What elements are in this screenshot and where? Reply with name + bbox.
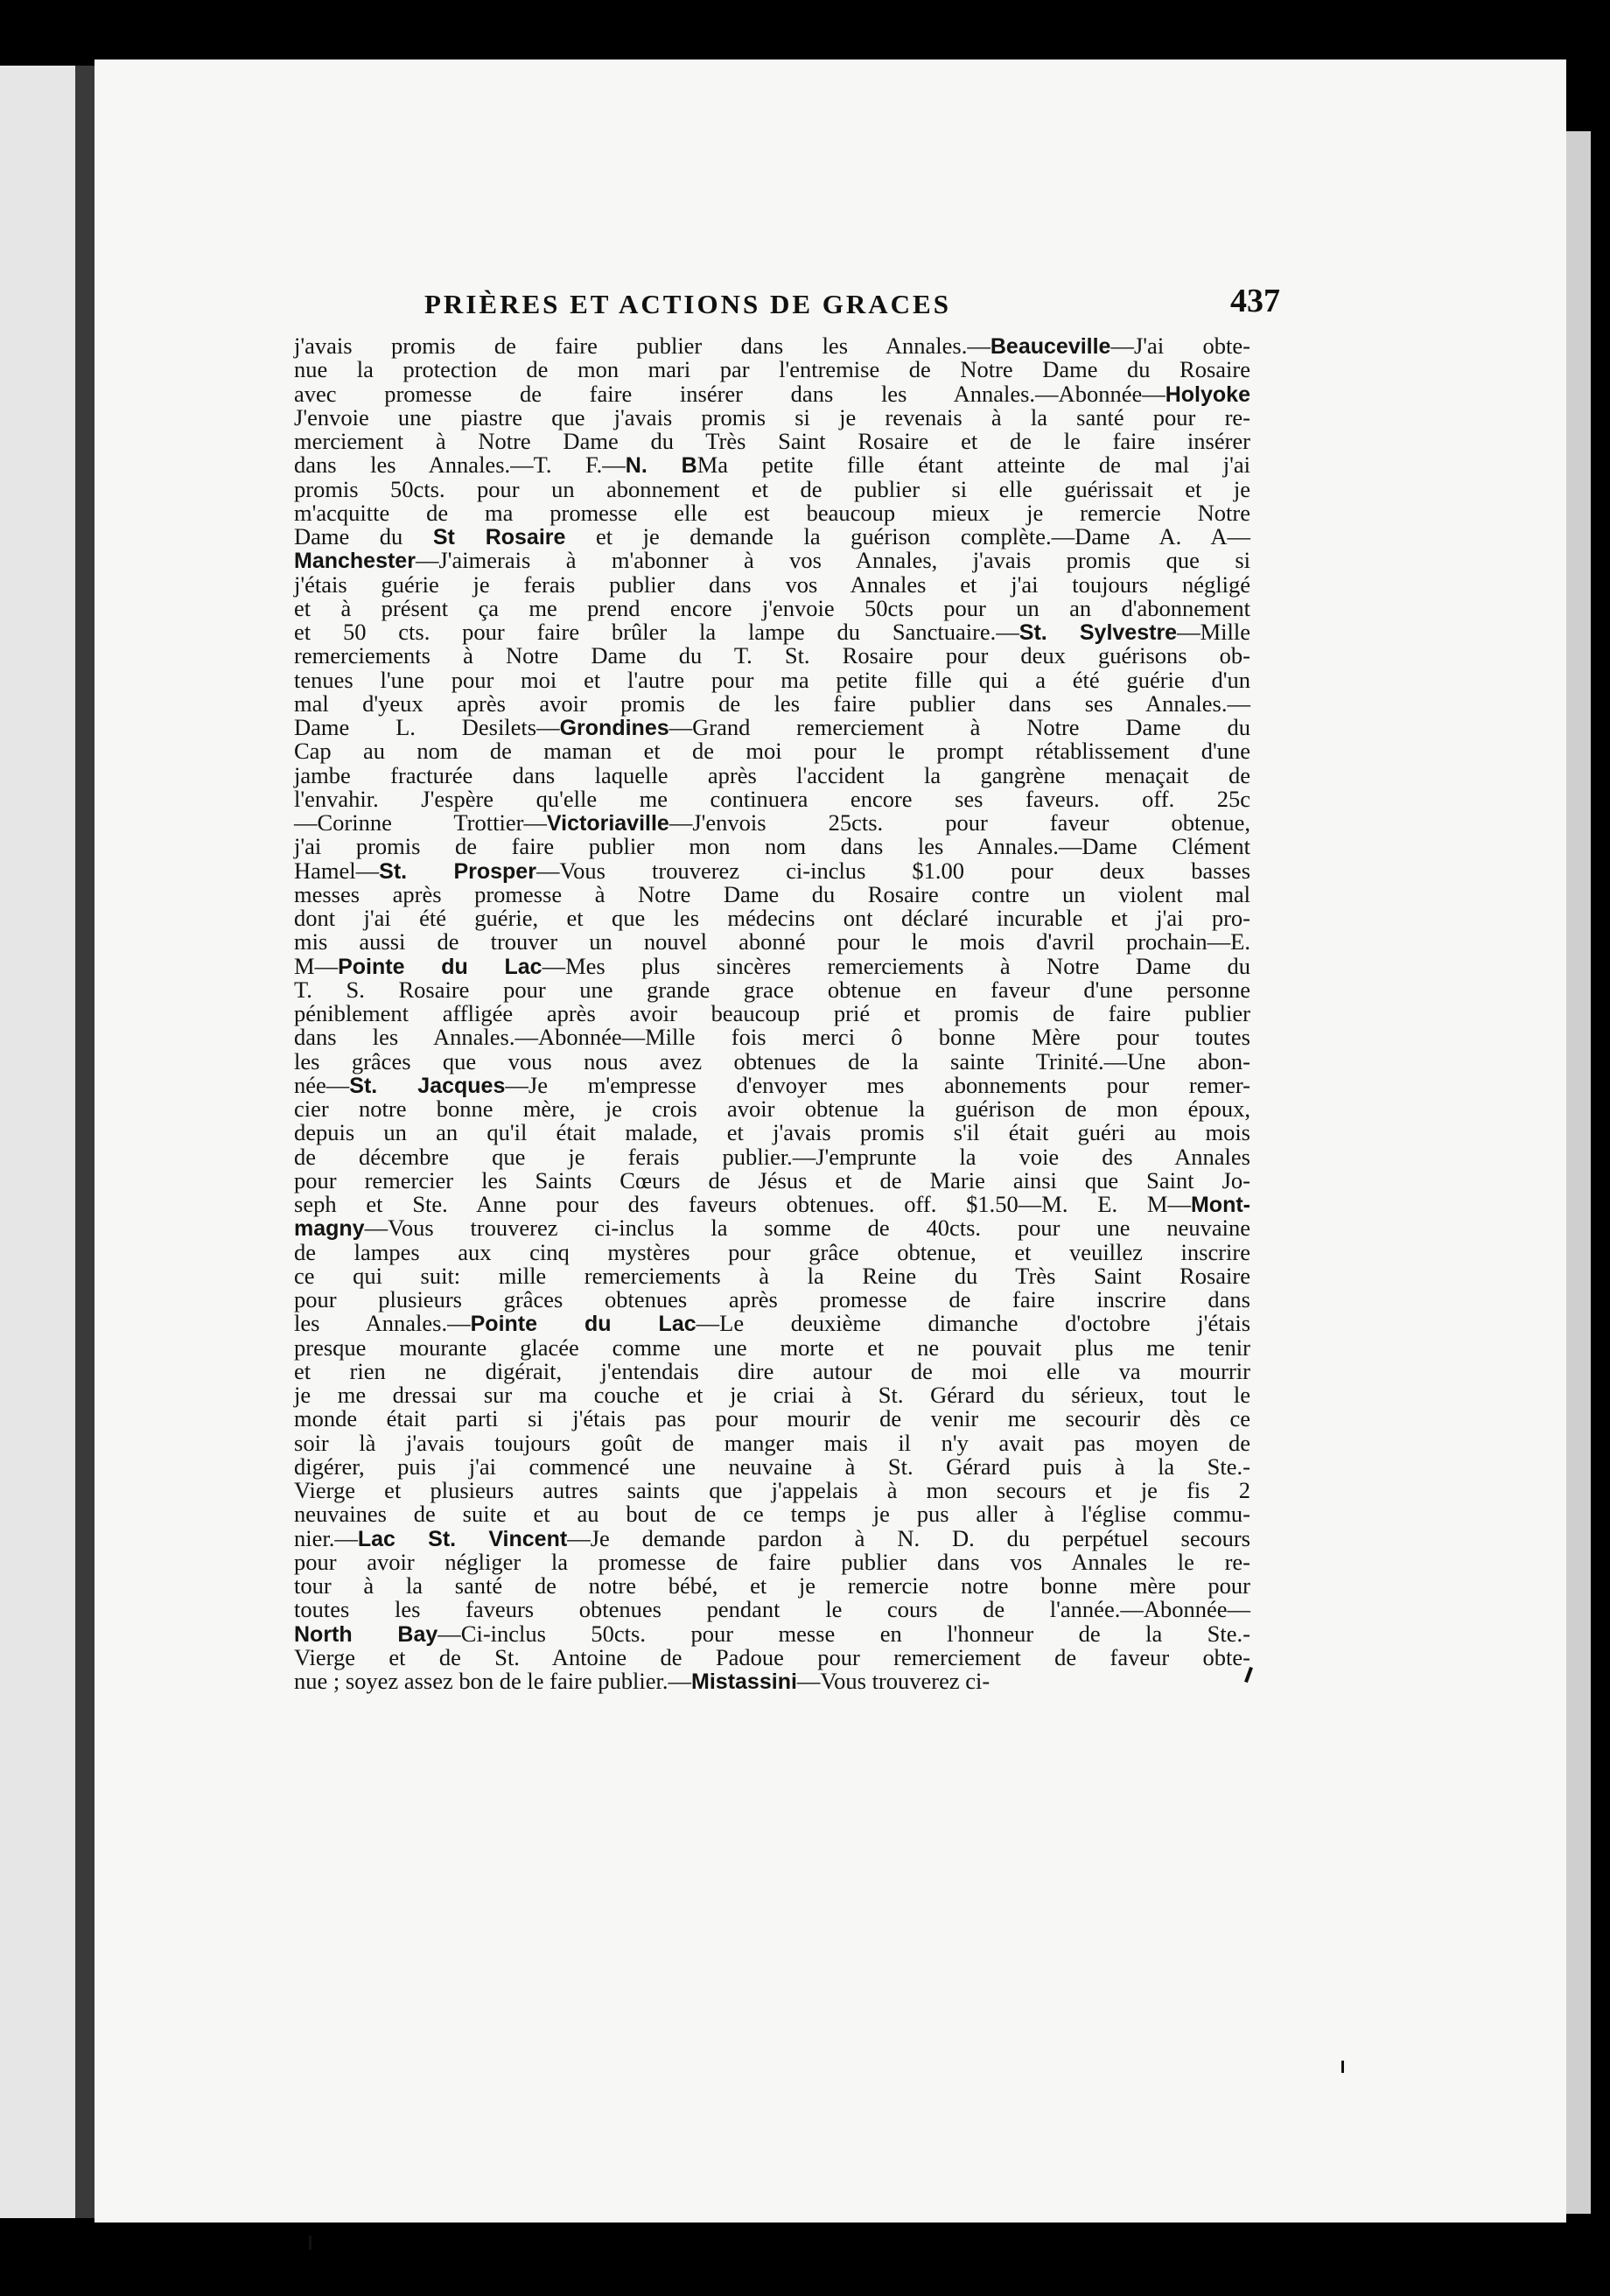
text-run: les Annales.—: [294, 1310, 471, 1337]
text-run: remerciements à Notre Dame du T. St. Rosaire pour deux guérisons ob-: [294, 642, 1250, 669]
text-line: [294, 785, 1250, 812]
text-line: [294, 549, 1250, 572]
text-run: —Mes plus sincères remerciements à Notre Dame du: [542, 952, 1251, 979]
text-line: [294, 1071, 1251, 1098]
text-run: dont j'ai été guérie, et que les médecins ont déclaré incurable et j'ai pro-: [294, 905, 1250, 931]
text-run: —Corinne Trottier—: [294, 809, 547, 836]
page-number: 437: [1230, 283, 1280, 319]
text-run: —J'aimerais à m'abonner à vos Annales, j'avais promis que si: [415, 547, 1250, 574]
scan-speck: [1341, 2061, 1344, 2073]
text-line: [294, 620, 1250, 644]
text-run: depuis un an qu'il était malade, et j'avais promis s'il était guéri au mois: [294, 1119, 1250, 1146]
text-line: [294, 1145, 1250, 1169]
text-line: [294, 1216, 1250, 1240]
text-run: mis aussi de trouver un nouvel abonné pour le mois d'avril prochain—E.: [294, 928, 1250, 956]
place-name: Manchester: [294, 549, 416, 574]
text-run: pour avoir négliger la promesse de faire publier dans vos Annales le re-: [294, 1548, 1250, 1575]
text-run: ce qui suit: mille remerciements à la Reine du Très Saint Rosaire: [294, 1262, 1250, 1289]
place-name: St. Jacques: [349, 1073, 506, 1098]
text-line: [294, 952, 1251, 979]
book-gutter: [75, 66, 94, 2218]
place-name: St. Prosper: [379, 858, 536, 884]
text-line: [294, 906, 1250, 930]
text-run: et à présent ça me prend encore j'envoie 50cts pour un an d'abonnement: [294, 594, 1250, 621]
text-run: et 50 cts. pour faire brûler la lampe du Sanctuaire.—: [294, 619, 1019, 645]
text-run: —Vous trouverez ci-: [796, 1668, 990, 1694]
place-name: Victoriaville: [546, 811, 669, 836]
text-run: m'acquitte de ma promesse elle est beaucoup mieux je remercie Notre: [294, 499, 1250, 526]
text-line: [294, 880, 1250, 907]
text-line: [294, 525, 1250, 549]
text-run: nue ; soyez assez bon de le faire publier.—: [294, 1668, 692, 1694]
text-line: [294, 1598, 1250, 1621]
text-run: —Ci-inclus 50cts. pour messe en l'honneur de la Ste.-: [438, 1620, 1250, 1647]
text-line: [294, 1047, 1250, 1074]
text-line: [294, 930, 1250, 954]
text-run: l'envahir. J'espère qu'elle me continuera encore ses faveurs. off. 25c: [294, 785, 1250, 812]
text-line: [294, 1479, 1250, 1502]
text-run: j'étais guérie je ferais publier dans vos Annales et j'ai toujours négligé: [294, 570, 1250, 598]
text-line: [294, 1407, 1250, 1431]
text-line: [294, 1357, 1250, 1384]
text-run: dans les Annales.—T. F.—: [294, 452, 626, 479]
text-line: [294, 668, 1250, 692]
text-line: [294, 1336, 1250, 1360]
text-run: soir là j'avais toujours goût de manger mais il n'y avait pas moyen de: [294, 1429, 1250, 1456]
text-line: [294, 1166, 1250, 1194]
place-name: Beauceville: [990, 334, 1111, 359]
text-line: [294, 835, 1250, 858]
text-line: [294, 594, 1250, 621]
text-line: [294, 475, 1250, 502]
text-run: tour à la santé de notre bébé, et je remercie notre bonne mère pour: [294, 1572, 1250, 1599]
place-name: Pointe du Lac: [338, 954, 542, 979]
text-line: [294, 1026, 1250, 1049]
text-line: [294, 453, 1250, 477]
text-line: [294, 1312, 1250, 1335]
text-line: [294, 1383, 1250, 1407]
text-run: —Le deuxième dimanche d'octobre j'étais: [696, 1310, 1251, 1337]
page-header: [424, 282, 1280, 320]
text-run: Hamel—: [294, 857, 380, 884]
text-run: et rien ne digérait, j'entendais dire autour de moi elle va mourrir: [294, 1357, 1250, 1384]
place-name: Mistassini: [691, 1670, 797, 1694]
text-run: j'ai promis de faire publier mon nom dans les Annales.—Dame Clément: [294, 833, 1250, 860]
text-line: [294, 358, 1250, 382]
text-line: [294, 1643, 1250, 1670]
text-run: Dame du: [294, 523, 433, 550]
text-line: [294, 1502, 1250, 1526]
text-run: et je demande la guérison complète.—Dame A. A—: [565, 523, 1250, 550]
text-run: Ma petite fille étant atteinte de mal j'ai: [696, 452, 1250, 479]
text-line: [294, 501, 1250, 525]
text-run: je me dressai sur ma couche et je criai à St. Gérard du sérieux, tout le: [294, 1382, 1250, 1408]
place-name: North Bay: [294, 1621, 438, 1647]
text-line: [294, 430, 1250, 453]
text-run: mal d'yeux après avoir promis de les faire publier dans ses Annales.—: [294, 690, 1250, 717]
text-line: [294, 644, 1250, 668]
text-line: [294, 1121, 1250, 1144]
text-run: —Vous trouverez ci-inclus $1.00 pour deux basses: [536, 857, 1251, 884]
text-run: de décembre que je ferais publier.—J'emprunte la voie des Annales: [294, 1143, 1250, 1170]
text-line: [294, 1429, 1250, 1456]
text-run: —Je m'empresse d'envoyer mes abonnements pour remer-: [505, 1071, 1251, 1098]
text-line: [294, 1238, 1250, 1265]
place-name: Grondines: [559, 716, 669, 740]
text-run: pour remercier les Saints Cœurs de Jésus et de Marie ainsi que Saint Jo-: [294, 1166, 1250, 1194]
text-line: [294, 1288, 1250, 1312]
text-run: de lampes aux cinq mystères pour grâce obtenue, et veuillez inscrire: [294, 1238, 1250, 1265]
text-line: [294, 811, 1250, 835]
place-name: Mont-: [1190, 1193, 1250, 1217]
text-run: digérer, puis j'ai commencé une neuvaine à St. Gérard puis à la Ste.-: [294, 1452, 1250, 1480]
text-line: [294, 382, 1250, 406]
text-run: Vierge et plusieurs autres saints que j'appelais à mon secours et je fis 2: [294, 1477, 1250, 1503]
text-line: [294, 1574, 1250, 1598]
text-run: jambe fracturée dans laquelle après l'accident la gangrène menaçait de: [294, 761, 1250, 788]
text-line: [294, 1622, 1250, 1646]
text-run: dans les Annales.—Abonnée—Mille fois merci ô bonne Mère pour toutes: [294, 1024, 1250, 1051]
text-run: —Je demande pardon à N. D. du perpétuel secours: [567, 1524, 1250, 1551]
text-line: [294, 739, 1250, 763]
place-name: St Rosaire: [432, 525, 566, 550]
place-name: magny: [294, 1216, 365, 1242]
place-name: Lac St. Vincent: [357, 1526, 568, 1551]
text-run: promis 50cts. pour un abonnement et de publier si elle guérissait et je: [294, 475, 1250, 502]
scan-speck: [309, 2236, 312, 2250]
text-run: Dame L. Desilets—: [294, 714, 560, 740]
text-line: [294, 692, 1250, 716]
text-line: [294, 1550, 1250, 1574]
text-run: —Grand remerciement à Notre Dame du: [668, 714, 1250, 740]
running-title: PRIÈRES ET ACTIONS DE GRACES: [424, 289, 951, 319]
text-line: [294, 1524, 1250, 1551]
text-line: [294, 334, 1250, 358]
text-run: cier notre bonne mère, je crois avoir obtenue la guérison de mon époux,: [294, 1096, 1250, 1122]
text-line: [294, 1264, 1250, 1288]
text-run: péniblement affligée après avoir beaucoup prié et promis de faire publier: [294, 1000, 1250, 1026]
place-name: Pointe du Lac: [470, 1312, 696, 1337]
place-name: Holyoke: [1165, 382, 1250, 407]
text-run: toutes les faveurs obtenues pendant le cours de l'année.—Abonnée—: [294, 1596, 1250, 1623]
text-run: messes après promesse à Notre Dame du Rosaire contre un violent mal: [294, 880, 1250, 907]
text-line: [294, 1452, 1250, 1480]
text-line: [294, 403, 1250, 430]
place-name: St. Sylvestre: [1018, 620, 1178, 645]
facing-page-edge: [0, 66, 75, 2218]
text-run: j'avais promis de faire publier dans les Annales.—: [294, 332, 990, 359]
text-line: [294, 859, 1250, 883]
text-run: —J'envois 25cts. pour faveur obtenue,: [668, 809, 1250, 836]
text-run: —J'ai obte-: [1110, 332, 1250, 359]
text-run: —Mille: [1177, 619, 1250, 645]
text-line: [294, 761, 1250, 788]
text-line: [294, 570, 1250, 598]
body-text: [294, 334, 1250, 1693]
text-run: M—: [294, 952, 339, 979]
page-edge-shadow: [1566, 131, 1591, 2214]
text-run: tenues l'une pour moi et l'autre pour ma petite fille qui a été guérie d'un: [294, 666, 1250, 693]
text-run: neuvaines de suite et au bout de ce temps je pus aller à l'église commu-: [294, 1501, 1250, 1528]
text-run: Vierge et de St. Antoine de Padoue pour remerciement de faveur obte-: [294, 1643, 1250, 1670]
text-run: presque mourante glacée comme une morte et ne pouvait plus me tenir: [294, 1334, 1250, 1361]
text-run: avec promesse de faire insérer dans les Annales.—Abonnée—: [294, 380, 1166, 407]
text-run: —Vous trouverez ci-inclus la somme de 40cts. pour une neuvaine: [364, 1214, 1250, 1242]
text-run: merciement à Notre Dame du Très Saint Rosaire et de le faire insérer: [294, 428, 1250, 454]
text-run: monde était parti si j'étais pas pour mourir de venir me secourir dès ce: [294, 1405, 1250, 1432]
text-run: T. S. Rosaire pour une grande grace obtenue en faveur d'une personne: [294, 976, 1250, 1003]
text-line: [294, 1097, 1250, 1121]
text-run: seph et Ste. Anne pour des faveurs obtenues. off. $1.50—M. E. M—: [294, 1191, 1191, 1217]
text-run: Cap au nom de maman et de moi pour le prompt rétablissement d'une: [294, 738, 1250, 765]
text-run: pour plusieurs grâces obtenues après promesse de faire inscrire dans: [294, 1286, 1250, 1312]
text-run: nue la protection de mon mari par l'entremise de Notre Dame du Rosaire: [294, 356, 1250, 383]
text-line: [294, 1002, 1250, 1026]
text-run: née—: [294, 1071, 350, 1098]
text-line: [294, 1193, 1250, 1216]
text-run: les grâces que vous nous avez obtenues de la sainte Trinité.—Une abon-: [294, 1047, 1250, 1074]
text-line: [294, 716, 1250, 739]
text-run: J'envoie une piastre que j'avais promis si je revenais à la santé pour re-: [294, 403, 1250, 430]
text-run: nier.—: [294, 1524, 358, 1551]
place-name: N. B: [625, 453, 697, 479]
text-line: [294, 978, 1250, 1002]
text-line: [294, 1670, 1250, 1693]
